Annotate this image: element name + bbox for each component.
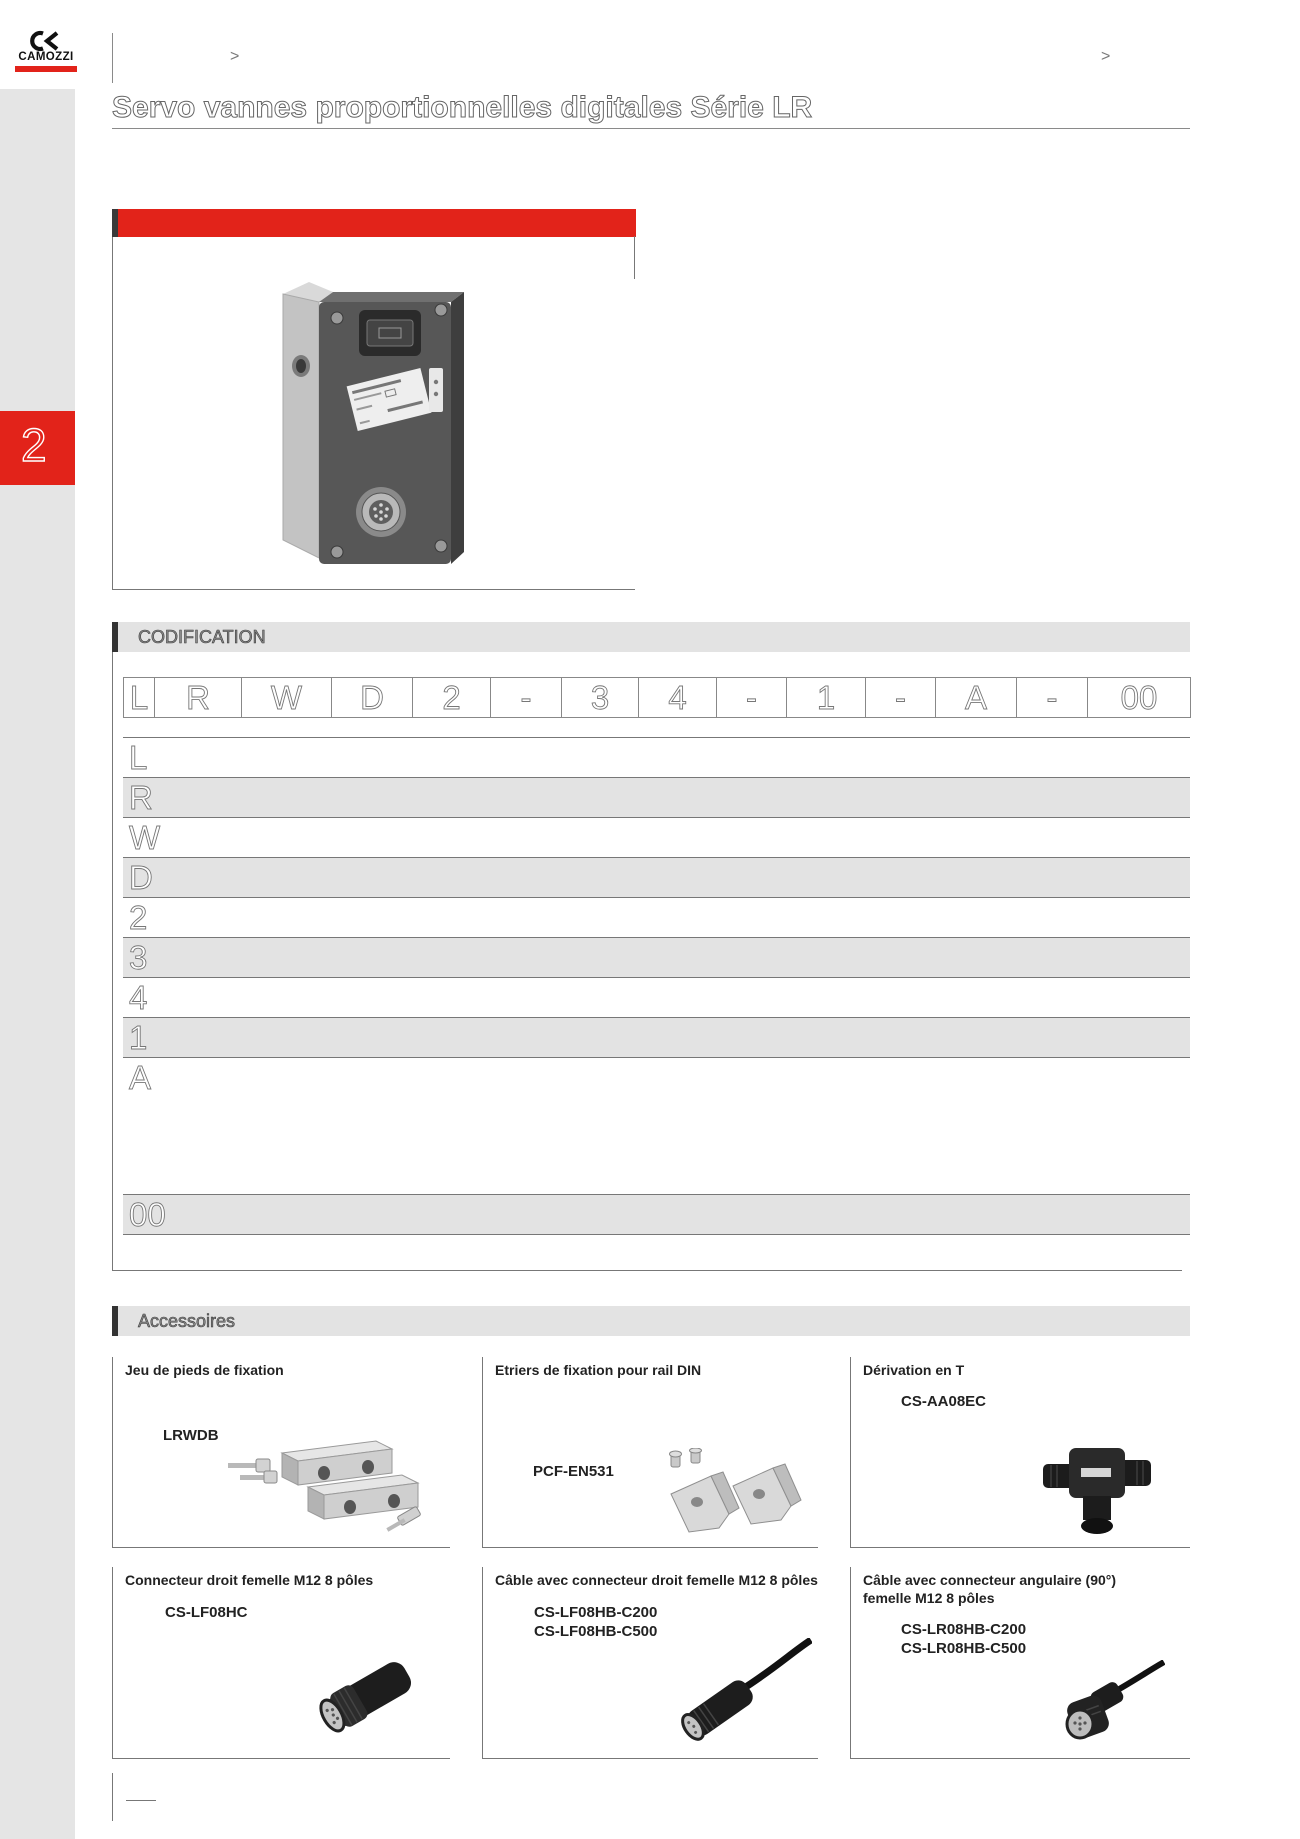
logo-wordmark: CAMOZZI	[18, 51, 74, 63]
accessory-title: Jeu de pieds de fixation	[125, 1362, 284, 1378]
accessory-din-rail-brackets	[482, 1357, 818, 1548]
sidebar	[0, 89, 75, 1839]
accessory-codes	[533, 1462, 614, 1481]
codification-title: CODIFICATION	[138, 627, 266, 647]
codification-row: A	[123, 1058, 1190, 1195]
accessory-code: LRWDB	[163, 1427, 219, 1444]
code-cell: 4	[639, 678, 717, 717]
product-photo	[281, 274, 464, 570]
codification-row: D	[123, 858, 1190, 898]
t-connector-icon	[1041, 1430, 1153, 1536]
code-cell: D	[332, 678, 413, 717]
code-separator: -	[1017, 678, 1088, 717]
code-cell: W	[242, 678, 332, 717]
straight-connector-icon	[306, 1654, 417, 1744]
title-underline	[112, 128, 1190, 129]
accessory-codes	[165, 1603, 248, 1622]
codification-table	[123, 737, 1190, 1235]
code-separator: -	[717, 678, 787, 717]
accessories-header	[112, 1306, 1190, 1336]
straight-cable-connector-icon	[675, 1638, 812, 1747]
codification-row: 00	[123, 1195, 1190, 1235]
accessory-codes	[534, 1603, 657, 1641]
logo-red-bar	[15, 66, 77, 72]
product-panel-right-edge	[634, 236, 635, 279]
breadcrumb-separator: >	[230, 48, 240, 65]
accessory-code: PCF-EN531	[533, 1463, 614, 1480]
accessory-angled-cable	[850, 1567, 1190, 1759]
footer-divider	[112, 1773, 113, 1821]
accessory-codes	[163, 1426, 219, 1445]
chapter-number: 2	[21, 419, 47, 471]
header-divider	[112, 33, 113, 83]
page-title: Servo vannes proportionnelles digitales Série LR	[112, 91, 813, 124]
code-cell: R	[155, 678, 242, 717]
code-cell: L	[124, 678, 155, 717]
codification-row: 2	[123, 898, 1190, 938]
codification-header	[112, 622, 1190, 652]
accessory-title: Câble avec connecteur angulaire (90°) femelle M12 8 pôles	[863, 1572, 1117, 1606]
code-separator: -	[491, 678, 562, 717]
servo-valve-image	[281, 274, 464, 565]
accessory-codes	[901, 1620, 1026, 1658]
codification-row: W	[123, 818, 1190, 858]
codification-row: 3	[123, 938, 1190, 978]
code-cell: 1	[787, 678, 866, 717]
codification-row: R	[123, 778, 1190, 818]
accessory-straight-cable	[482, 1567, 818, 1759]
accessory-codes	[901, 1392, 986, 1411]
codification-left-border	[112, 652, 113, 1271]
accessory-code: CS-LR08HB-C500	[901, 1640, 1027, 1657]
accessory-code: CS-LF08HB-C200	[534, 1604, 658, 1621]
code-cell: A	[936, 678, 1017, 717]
product-header-bar	[112, 209, 636, 237]
code-separator: -	[866, 678, 936, 717]
code-cell: 2	[413, 678, 491, 717]
mounting-feet-icon	[226, 1439, 429, 1536]
accessories-title: Accessoires	[138, 1311, 236, 1331]
accessory-code: CS-AA08EC	[901, 1393, 987, 1410]
chapter-tab	[0, 411, 75, 485]
accessory-title: Etriers de fixation pour rail DIN	[495, 1362, 702, 1378]
accessory-code: CS-LR08HB-C200	[901, 1621, 1027, 1638]
accessory-code: CS-LF08HC	[165, 1604, 248, 1621]
accessory-code: CS-LF08HB-C500	[534, 1623, 658, 1640]
codification-row: L	[123, 738, 1190, 778]
accessory-straight-connector	[112, 1567, 450, 1759]
code-cell: 3	[562, 678, 639, 717]
codification-row: 4	[123, 978, 1190, 1018]
din-rail-bracket-icon	[663, 1448, 816, 1536]
angled-cable-connector-icon	[1050, 1660, 1165, 1744]
codification-bottom-border	[112, 1270, 1182, 1271]
accessory-title: Connecteur droit femelle M12 8 pôles	[125, 1572, 374, 1588]
product-panel	[112, 209, 635, 590]
code-cell: 00	[1088, 678, 1191, 717]
accessory-title: Câble avec connecteur droit femelle M12 8 pôles	[495, 1572, 818, 1588]
accessory-mounting-feet	[112, 1357, 450, 1548]
breadcrumb-separator: >	[1101, 48, 1111, 65]
camozzi-logo-icon	[26, 30, 66, 52]
brand-logo	[15, 30, 77, 74]
codification-row: 1	[123, 1018, 1190, 1058]
footer-rule	[126, 1800, 156, 1801]
code-example-row	[123, 677, 1191, 718]
accessory-title: Dérivation en T	[863, 1362, 965, 1378]
accessory-t-derivation	[850, 1357, 1190, 1548]
